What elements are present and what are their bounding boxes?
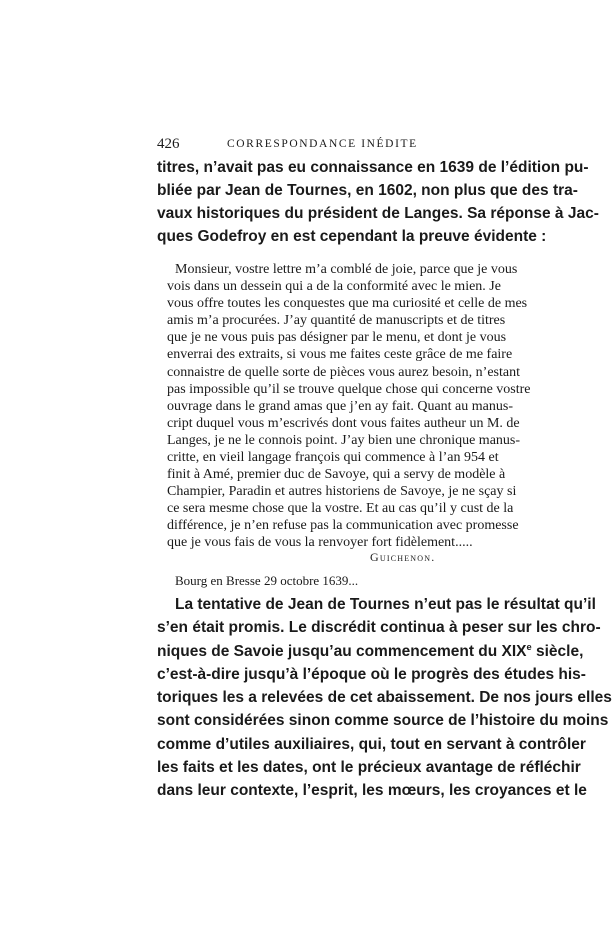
text-line: les faits et les dates, ont le précieux avantage de réfléchir <box>157 759 581 776</box>
letter-line: ouvrage dans le grand amas que j’en ay fait. Quant au manus- <box>167 399 513 414</box>
letter-line: Langes, je ne le connois point. J’ay bien une chronique manus- <box>167 433 521 448</box>
signature: Guichenon. <box>370 550 436 564</box>
text-line: dans leur contexte, l’esprit, les mœurs, les croyances et le <box>157 782 587 799</box>
letter-line: Monsieur, vostre lettre m’a comblé de joie, parce que je vous <box>175 262 518 277</box>
letter-line: vois dans un dessein qui a de la conformité avec le mien. Je <box>167 279 501 294</box>
text-line: s’en était promis. Le discrédit continua à peser sur les chro- <box>157 619 601 636</box>
letter-line: vous offre toutes les conquestes que ma curiosité et celle de mes <box>167 296 528 311</box>
letter-line: que je ne vous puis pas désigner par le menu, et dont je vous <box>167 330 507 345</box>
letter-line: pas impossible qu’il se trouve quelque chose qui concerne vostre <box>167 382 531 397</box>
running-head: CORRESPONDANCE INÉDITE <box>227 138 418 150</box>
letter-line: enverrai des extraits, si vous me faites ceste grâce de me faire <box>167 347 513 362</box>
letter-line: connaistre de quelle sorte de pièces vous aurez besoin, n’estant <box>167 365 520 380</box>
dateline: Bourg en Bresse 29 octobre 1639... <box>175 573 359 588</box>
letter-line: cript duquel vous m’escrivés dont vous faites autheur un M. de <box>167 416 520 431</box>
letter-line: différence, je n’en refuse pas la communication avec promesse <box>167 518 519 533</box>
page-number: 426 <box>157 136 180 152</box>
text-line: sont considérées sinon comme source de l’histoire du moins <box>157 712 609 729</box>
text-line: c’est-à-dire jusqu’à l’époque où le progrès des études his- <box>157 666 586 683</box>
letter-line: ce sera mesme chose que la vostre. Et au cas qu’il y cust de la <box>167 501 514 516</box>
letter-line: amis m’a procurées. J’ay quantité de manuscripts et de titres <box>167 313 506 328</box>
text-line: niques de Savoie jusqu’au commencement du XIXe siècle, <box>157 641 584 660</box>
page-header <box>157 136 487 154</box>
letter-line: critte, en vieil langage françois qui commence à l’an 954 et <box>167 450 499 465</box>
text-line: toriques les a relevées de cet abaissement. De nos jours elles <box>157 689 612 706</box>
letter-line: finit à Amé, premier duc de Savoye, qui a servy de modèle à <box>167 467 506 482</box>
letter-line: que je vous fais de vous la renvoyer fort fidèlement..... <box>167 535 473 550</box>
text-line: La tentative de Jean de Tournes n’eut pas le résultat qu’il <box>175 596 596 613</box>
text-line: vaux historiques du président de Langes. Sa réponse à Jac- <box>157 205 599 222</box>
text-line: comme d’utiles auxiliaires, qui, tout en servant à contrôler <box>157 736 586 753</box>
text-line: bliée par Jean de Tournes, en 1602, non plus que des tra- <box>157 182 578 199</box>
letter-line: Champier, Paradin et autres historiens de Savoye, je ne sçay si <box>167 484 517 499</box>
text-line: titres, n’avait pas eu connaissance en 1639 de l’édition pu- <box>157 159 589 176</box>
text-line: ques Godefroy en est cependant la preuve évidente : <box>157 228 547 245</box>
